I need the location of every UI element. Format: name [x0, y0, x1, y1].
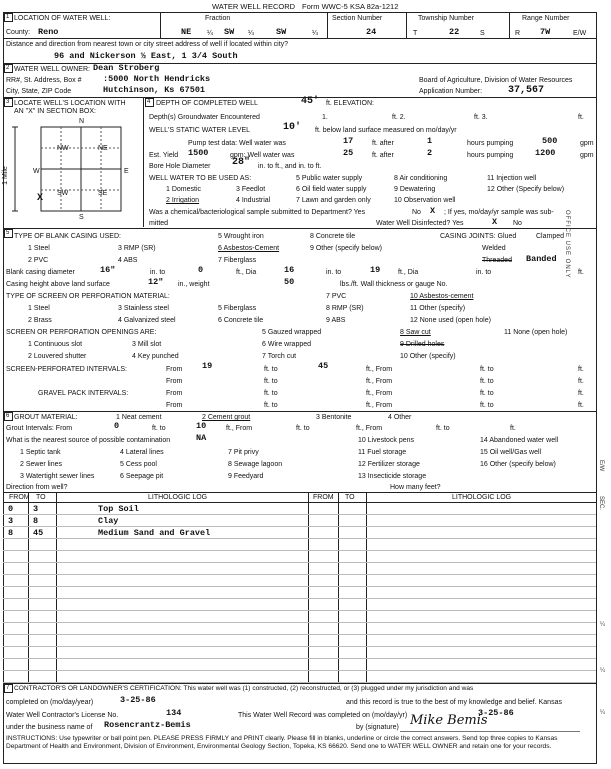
section-1-num: 1	[6, 14, 10, 20]
direction-label: Direction from well?	[6, 484, 68, 491]
section-3-num: 3	[6, 99, 10, 105]
ft-to: ft. to	[436, 425, 450, 432]
ft-to: ft. to	[480, 402, 494, 409]
sidebar-quarter: ¼	[600, 710, 606, 716]
ft-to: ft. to	[264, 390, 278, 397]
est-yield-value: 1500	[188, 148, 209, 158]
ft-from: ft., From	[366, 366, 393, 373]
ft: ft.	[578, 269, 584, 276]
log-from-header: FROM	[313, 494, 334, 501]
instructions: INSTRUCTIONS: Use typewriter or ball point pen. PLEASE PRESS FIRMLY and PRINT clearly. Please fill in blanks, underline or circle the correct answers. Send top three copies to Kansas Department of Health and Environment, Division of Environment, Environmental Geology Section, Topeka, KS 66620. Send one to WATER WELL OWNER and retain one for your records.	[6, 735, 558, 750]
ft-after: ft. after	[372, 152, 394, 159]
from-label: From	[166, 390, 183, 397]
grout-neat[interactable]: 1 Neat cement	[116, 414, 162, 421]
casing-steel[interactable]: 1 Steel	[28, 245, 50, 252]
depth-label: DEPTH OF COMPLETED WELL	[156, 100, 258, 107]
use-irrigation[interactable]: 2 Irrigation	[166, 197, 200, 204]
log-title-header: LITHOLOGIC LOG	[452, 494, 512, 501]
source-watertight[interactable]: 3 Watertight sewer lines	[20, 473, 95, 480]
from-label: From	[166, 402, 183, 409]
chem-no[interactable]: No	[412, 209, 421, 216]
casing-concrete[interactable]: 8 Concrete tile	[310, 233, 356, 240]
source-livestock[interactable]: 10 Livestock pens	[358, 437, 415, 444]
section-number-label: Section Number	[332, 15, 383, 22]
log-rule	[3, 538, 596, 539]
source-privy[interactable]: 7 Pit privy	[228, 449, 259, 456]
use-domestic[interactable]: 1 Domestic	[166, 186, 202, 193]
section-6-num: 6	[6, 413, 10, 419]
openings-label: SCREEN OR PERFORATION OPENINGS ARE:	[6, 329, 157, 336]
application-label: Application Number:	[419, 88, 483, 95]
perf-to: 45	[318, 361, 329, 371]
sidebar-quarter: ¼	[600, 668, 606, 674]
source-oilwell[interactable]: 15 Oil well/Gas well	[480, 449, 542, 456]
screen-fiberglass[interactable]: 5 Fiberglass	[218, 305, 257, 312]
log-rule	[3, 658, 596, 659]
form-number: Form WWC-5	[302, 2, 348, 11]
contam-label: What is the nearest source of possible contamination	[6, 437, 171, 444]
est-yield-label: Est. Yield	[149, 152, 179, 159]
grout-from: 0	[114, 421, 120, 431]
east-label: E	[124, 168, 129, 175]
log-from-header: FROM	[9, 494, 30, 501]
use-injection[interactable]: 11 Injection well	[487, 175, 537, 182]
opening-wire[interactable]: 6 Wire wrapped	[262, 341, 312, 348]
signature-label: by (signature)	[356, 724, 399, 731]
log-row-desc: Clay	[98, 516, 119, 526]
north-label: N	[79, 118, 85, 125]
record-label: This Water Well Record was completed on (mo/day/yr)	[238, 712, 408, 719]
opening-continuous[interactable]: 1 Continuous slot	[28, 341, 83, 348]
ft-after: ft. after	[372, 140, 394, 147]
source-feedyard[interactable]: 9 Feedyard	[228, 473, 264, 480]
ft: ft.	[578, 390, 584, 397]
use-air[interactable]: 8 Air conditioning	[394, 175, 448, 182]
in-to: in. to	[150, 269, 166, 276]
section-number-value: 24	[366, 27, 377, 37]
chem-submitted: mitted	[149, 220, 169, 227]
se-label: SE	[98, 190, 108, 197]
log-rule	[3, 526, 596, 527]
weight-rest: lbs./ft. Wall thickness or gauge No.	[340, 281, 448, 288]
casing-rmp[interactable]: 3 RMP (SR)	[118, 245, 156, 252]
casing-other[interactable]: 9 Other (specify below)	[310, 245, 382, 252]
perf-label: SCREEN-PERFORATED INTERVALS:	[6, 366, 127, 373]
fraction-label: Fraction	[205, 15, 231, 22]
log-row-from: 0	[8, 504, 14, 514]
township-s: S	[480, 30, 485, 37]
ft-to: ft. to	[296, 425, 310, 432]
log-rule	[3, 622, 596, 623]
use-dewatering[interactable]: 9 Dewatering	[394, 186, 436, 193]
ft-from: ft., From	[366, 402, 393, 409]
chem-rest: ; If yes, mo/day/yr sample was sub-	[444, 209, 554, 216]
office-use-label: OFFICE USE ONLY	[564, 210, 570, 279]
log-row-to: 8	[33, 516, 39, 526]
use-feedlot[interactable]: 3 Feedlot	[236, 186, 266, 193]
log-row-desc: Medium Sand and Gravel	[98, 528, 211, 538]
range-value: 7W	[540, 27, 551, 37]
township-value: 22	[449, 27, 460, 37]
record-date: 3-25-86	[478, 708, 514, 718]
completed-value: 3-25-86	[120, 695, 156, 705]
distance-label: Distance and direction from nearest town or city street address of well if located within city?	[6, 41, 289, 48]
log-row-from: 8	[8, 528, 14, 538]
log-to-header: TO	[345, 494, 355, 501]
owner-value: Dean Stroberg	[93, 63, 160, 73]
board-label: Board of Agriculture, Division of Water Resources	[419, 77, 573, 84]
log-row-desc: Top Soil	[98, 504, 139, 514]
ft-dia: ft., Dia	[398, 269, 419, 276]
log-row-to: 45	[33, 528, 44, 538]
blank-to-2: 19	[370, 265, 381, 275]
log-rule	[3, 634, 596, 635]
ft: ft.	[510, 425, 516, 432]
opening-saw[interactable]: 8 Saw cut	[400, 329, 431, 336]
ft-dia: ft., Dia	[236, 269, 257, 276]
nw-label: NW	[57, 145, 69, 152]
use-oilfield[interactable]: 6 Oil field water supply	[296, 186, 367, 193]
gravel-label: GRAVEL PACK INTERVALS:	[38, 390, 129, 397]
cert-text-1: CONTRACTOR'S OR LANDOWNER'S CERTIFICATION: This water well was (1) constructed, (2) reconstructed, or (3) plugged under my jurisdiction and was	[14, 685, 474, 692]
bore-label: Bore Hole Diameter	[149, 163, 211, 170]
screen-galvanized[interactable]: 4 Galvanized steel	[118, 317, 176, 324]
sw-label: SW	[57, 190, 69, 197]
signature: Mike Bemis	[410, 713, 488, 728]
static-label: WELL'S STATIC WATER LEVEL	[149, 127, 251, 134]
sidebar-sec: SEC.	[598, 496, 604, 511]
use-public[interactable]: 5 Public water supply	[296, 175, 363, 182]
license-label: Water Well Contractor's License No.	[6, 712, 119, 719]
ft-to: ft. to	[480, 390, 494, 397]
chem-x: X	[430, 206, 436, 216]
log-rule	[3, 598, 596, 599]
grout-bentonite[interactable]: 3 Bentonite	[316, 414, 352, 421]
blank-diameter-label: Blank casing diameter	[6, 269, 75, 276]
county-label: County:	[6, 29, 31, 36]
weight-label: in., weight	[178, 281, 210, 288]
form-title: WATER WELL RECORD	[212, 2, 296, 11]
source-septic[interactable]: 1 Septic tank	[20, 449, 61, 456]
source-other[interactable]: 16 Other (specify below)	[480, 461, 556, 468]
quarter-3: SW	[276, 27, 287, 37]
south-label: S	[79, 214, 84, 221]
grout-label: GROUT MATERIAL:	[14, 414, 78, 421]
joint-threaded[interactable]: Threaded	[482, 257, 512, 264]
gpm-label: gpm	[580, 140, 594, 147]
log-title-header: LITHOLOGIC LOG	[148, 494, 208, 501]
ft: ft.	[578, 402, 584, 409]
ne-label: NE	[98, 145, 108, 152]
height-value: 12"	[148, 277, 164, 287]
grout-cement[interactable]: 2 Cement grout	[202, 414, 251, 421]
grout-other[interactable]: 4 Other	[388, 414, 412, 421]
static-rest: ft. below land surface measured on mo/day/yr	[315, 127, 457, 134]
screen-abs[interactable]: 9 ABS	[326, 317, 346, 324]
casing-pvc[interactable]: 2 PVC	[28, 257, 49, 264]
owner-label: WATER WELL OWNER:	[14, 66, 90, 73]
depth-value: 45'	[301, 96, 320, 107]
casing-abs[interactable]: 4 ABS	[118, 257, 138, 264]
use-industrial[interactable]: 4 Industrial	[236, 197, 271, 204]
blank-diameter-2: 16	[284, 265, 295, 275]
gw-1: 1.	[322, 114, 328, 121]
static-value: 10'	[283, 122, 302, 133]
grout-intervals-label: Grout Intervals: From	[6, 425, 73, 432]
log-row-to: 3	[33, 504, 39, 514]
grout-to: 10	[196, 421, 207, 431]
from-label: From	[166, 366, 183, 373]
quarter-symbol: ¼	[312, 30, 318, 37]
source-lateral[interactable]: 4 Lateral lines	[120, 449, 164, 456]
hours-pumping: hours pumping	[467, 140, 514, 147]
weight-value: 50	[284, 277, 295, 287]
ft-to: ft. to	[264, 366, 278, 373]
screen-steel[interactable]: 1 Steel	[28, 305, 50, 312]
pump2-gpm: 1200	[535, 148, 556, 158]
range-r: R	[515, 30, 521, 37]
log-rule	[3, 562, 596, 563]
source-lagoon[interactable]: 8 Sewage lagoon	[228, 461, 283, 468]
from-label: From	[166, 378, 183, 385]
opening-gauzed[interactable]: 5 Gauzed wrapped	[262, 329, 322, 336]
distance-value: 96 and Nickerson ½ East, 1 3/4 South	[54, 51, 238, 61]
bore-value: 28"	[232, 157, 251, 168]
section-4-num: 4	[147, 99, 151, 105]
opening-torch[interactable]: 7 Torch cut	[262, 353, 297, 360]
locate-title-2: AN "X" IN SECTION BOX:	[14, 108, 96, 115]
chem-label: Was a chemical/bacteriological sample submitted to Department? Yes	[149, 209, 366, 216]
log-rule	[3, 646, 596, 647]
section-5-num: 5	[6, 230, 10, 236]
section-7-num: 7	[6, 685, 10, 691]
county-value: Reno	[38, 27, 59, 37]
ft-to: ft. to	[264, 402, 278, 409]
ft-to: ft. to	[480, 366, 494, 373]
source-abandoned[interactable]: 14 Abandoned water well	[480, 437, 559, 444]
quarter-symbol: ¼	[248, 30, 254, 37]
blank-diameter-1: 16"	[100, 265, 116, 275]
joint-clamped[interactable]: Clamped	[536, 233, 565, 240]
perf-from: 19	[202, 361, 213, 371]
use-lawn[interactable]: 7 Lawn and garden only	[296, 197, 371, 204]
address-label: RR#, St. Address, Box #	[6, 77, 82, 84]
source-fuel[interactable]: 11 Fuel storage	[358, 449, 407, 456]
screen-concrete[interactable]: 6 Concrete tile	[218, 317, 264, 324]
quarter-symbol: ¼	[207, 30, 213, 37]
log-rule	[3, 670, 596, 671]
application-value: 37,567	[508, 85, 545, 96]
business-value: Rosencrantz-Bemis	[104, 720, 191, 730]
sidebar-ew: E/W	[598, 460, 604, 472]
screen-asbestos[interactable]: 10 Asbestos-cement	[410, 293, 474, 300]
business-label: under the business name of	[6, 724, 93, 731]
hours-pumping: hours pumping	[467, 152, 514, 159]
ksa-number: KSA 82a-1212	[350, 2, 399, 11]
joint-banded: Banded	[526, 254, 557, 264]
source-insecticide[interactable]: 13 Insecticide storage	[358, 473, 427, 480]
use-observation[interactable]: 10 Observation well	[394, 197, 456, 204]
log-rule	[3, 514, 596, 515]
in-to: in. to	[476, 269, 492, 276]
west-label: W	[33, 168, 40, 175]
log-row-from: 3	[8, 516, 14, 526]
opening-key[interactable]: 4 Key punched	[132, 353, 179, 360]
ft-from: ft., From	[226, 425, 253, 432]
screen-none[interactable]: 12 None used (open hole)	[410, 317, 491, 324]
bore-rest: in. to ft., and in. to ft.	[258, 163, 322, 170]
in-to: in. to	[326, 269, 342, 276]
screen-other[interactable]: 11 Other (specify)	[410, 305, 466, 312]
range-label: Range Number	[522, 15, 570, 22]
quarter-2: SW	[224, 27, 235, 37]
pump2-water: 25	[343, 148, 354, 158]
screen-stainless[interactable]: 3 Stainless steel	[118, 305, 169, 312]
ft-to: ft. to	[152, 425, 166, 432]
casing-asbestos[interactable]: 6 Asbestos-Cement	[218, 245, 280, 252]
gpm-label: gpm	[580, 152, 594, 159]
gpm-water-label: gpm: Well water was	[230, 152, 295, 159]
log-rule	[3, 610, 596, 611]
pump1-water: 17	[343, 136, 354, 146]
casing-fiberglass[interactable]: 7 Fiberglass	[218, 257, 257, 264]
ft: ft.	[578, 378, 584, 385]
source-sewer[interactable]: 2 Sewer lines	[20, 461, 63, 468]
gw-ft: ft.	[578, 114, 584, 121]
screen-rmp[interactable]: 8 RMP (SR)	[326, 305, 364, 312]
pump1-after: 1	[427, 136, 433, 146]
township-t: T	[413, 30, 418, 37]
quarter-1: NE	[181, 27, 192, 37]
gw-2: ft. 2.	[392, 114, 406, 121]
mile-label: 1 Mile	[1, 166, 9, 185]
ft-to: ft. to	[264, 378, 278, 385]
gw-3: ft. 3.	[474, 114, 488, 121]
range-ew: E/W	[573, 30, 587, 37]
opening-drilled[interactable]: 9 Drilled holes	[400, 341, 445, 348]
city-label: City, State, ZIP Code	[6, 88, 72, 95]
well-location-mark: X	[37, 193, 44, 204]
source-cesspool[interactable]: 5 Cess pool	[120, 461, 157, 468]
casing-wrought[interactable]: 5 Wrought iron	[218, 233, 264, 240]
log-rule	[3, 550, 596, 551]
disinfected-label: Water Well Disinfected? Yes	[376, 220, 464, 227]
height-label: Casing height above land surface	[6, 281, 110, 288]
screen-pvc[interactable]: 7 PVC	[326, 293, 347, 300]
opening-mill[interactable]: 3 Mill slot	[132, 341, 162, 348]
completed-label: completed on (mo/day/year)	[6, 699, 94, 706]
log-rule	[3, 574, 596, 575]
howmany-label: How many feet?	[390, 484, 441, 491]
opening-louvered[interactable]: 2 Louvered shutter	[28, 353, 87, 360]
screen-brass[interactable]: 2 Brass	[28, 317, 52, 324]
section-box-diagram	[3, 117, 143, 227]
ft-from: ft., From	[366, 390, 393, 397]
ft: ft.	[578, 366, 584, 373]
screen-label: TYPE OF SCREEN OR PERFORATION MATERIAL:	[6, 293, 170, 300]
opening-other[interactable]: 10 Other (specify)	[400, 353, 456, 360]
groundwater-label: Depth(s) Groundwater Encountered	[149, 114, 260, 121]
pump1-gpm: 500	[542, 136, 558, 146]
source-seepage[interactable]: 6 Seepage pit	[120, 473, 164, 480]
cert-text-2: and this record is true to the best of my knowledge and belief. Kansas	[346, 699, 562, 706]
address-value: :5000 North Hendricks	[103, 74, 211, 84]
license-value: 134	[166, 708, 182, 718]
disinfected-no[interactable]: No	[513, 220, 522, 227]
ft-to: ft. to	[480, 378, 494, 385]
use-other[interactable]: 12 Other (Specify below)	[487, 186, 565, 193]
ft-from: ft., From	[356, 425, 383, 432]
source-fertilizer[interactable]: 12 Fertilizer storage	[358, 461, 420, 468]
section-2-num: 2	[6, 65, 10, 71]
blank-to-1: 0	[198, 265, 204, 275]
sidebar-quarter: ¼	[600, 622, 606, 628]
opening-none[interactable]: 11 None (open hole)	[504, 329, 568, 336]
log-to-header: TO	[36, 494, 46, 501]
locate-title-1: LOCATE WELL'S LOCATION WITH	[14, 100, 126, 107]
use-label: WELL WATER TO BE USED AS:	[149, 175, 252, 182]
log-rule	[3, 586, 596, 587]
contam-value: NA	[196, 433, 207, 443]
pump-test-label: Pump test data: Well water was	[188, 140, 286, 147]
ft-from: ft., From	[366, 378, 393, 385]
disinfected-x: X	[492, 217, 498, 227]
joints-label: CASING JOINTS: Glued	[440, 233, 517, 240]
township-label: Township Number	[418, 15, 475, 22]
pump2-after: 2	[427, 148, 433, 158]
casing-label: TYPE OF BLANK CASING USED:	[14, 233, 121, 240]
location-label: LOCATION OF WATER WELL:	[14, 15, 111, 22]
elevation-label: ft. ELEVATION:	[326, 100, 374, 107]
joint-welded[interactable]: Welded	[482, 245, 506, 252]
city-value: Hutchinson, Ks 67501	[103, 85, 206, 95]
